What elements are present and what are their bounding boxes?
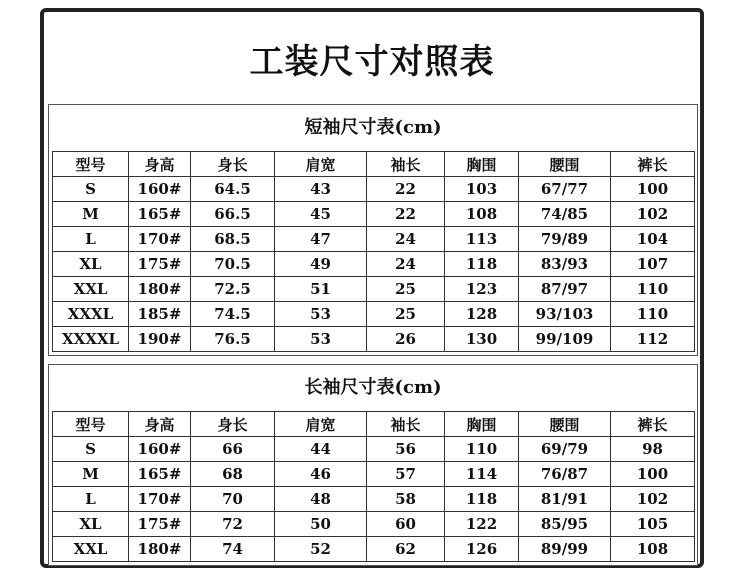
table-cell: 53: [275, 327, 367, 352]
long-sleeve-header: [53, 412, 695, 437]
table-cell: 87/97: [519, 277, 611, 302]
table-cell: 44: [275, 437, 367, 462]
table-cell: XXL: [53, 537, 129, 562]
table-cell: 52: [275, 537, 367, 562]
table-cell: M: [53, 462, 129, 487]
table-cell: 118: [445, 252, 519, 277]
header-cell: 身长: [191, 412, 275, 437]
table-cell: 46: [275, 462, 367, 487]
table-cell: 43: [275, 177, 367, 202]
table-cell: 123: [445, 277, 519, 302]
table-cell: S: [53, 437, 129, 462]
table-cell: 112: [611, 327, 695, 352]
table-header-row: [53, 412, 695, 437]
table-cell: XXXL: [53, 302, 129, 327]
table-cell: 100: [611, 462, 695, 487]
table-cell: 128: [445, 302, 519, 327]
table-cell: XXXXL: [53, 327, 129, 352]
table-cell: L: [53, 227, 129, 252]
table-cell: 190#: [129, 327, 191, 352]
table-cell: 107: [611, 252, 695, 277]
table-cell: XL: [53, 512, 129, 537]
table-header-row: [53, 152, 695, 177]
table-cell: 49: [275, 252, 367, 277]
table-cell: 105: [611, 512, 695, 537]
table-cell: 81/91: [519, 487, 611, 512]
short-sleeve-title: 短袖尺寸表(cm): [304, 117, 442, 138]
short-sleeve-body: [53, 177, 695, 352]
table-cell: 62: [367, 537, 445, 562]
header-cell: 型号: [53, 152, 129, 177]
table-cell: 122: [445, 512, 519, 537]
table-cell: 98: [611, 437, 695, 462]
header-cell: 袖长: [367, 152, 445, 177]
header-cell: 裤长: [611, 152, 695, 177]
table-cell: 47: [275, 227, 367, 252]
table-row: [53, 202, 695, 227]
header-cell: 腰围: [519, 412, 611, 437]
table-cell: 160#: [129, 177, 191, 202]
table-cell: 83/93: [519, 252, 611, 277]
table-cell: 85/95: [519, 512, 611, 537]
table-row: [53, 252, 695, 277]
table-cell: 108: [611, 537, 695, 562]
table-cell: 113: [445, 227, 519, 252]
header-cell: 胸围: [445, 412, 519, 437]
table-row: [53, 327, 695, 352]
header-cell: 裤长: [611, 412, 695, 437]
table-cell: 93/103: [519, 302, 611, 327]
table-row: [53, 537, 695, 562]
table-cell: 66: [191, 437, 275, 462]
table-cell: 74.5: [191, 302, 275, 327]
table-cell: 57: [367, 462, 445, 487]
table-cell: 66.5: [191, 202, 275, 227]
table-cell: 165#: [129, 202, 191, 227]
table-cell: 22: [367, 202, 445, 227]
table-cell: 53: [275, 302, 367, 327]
table-cell: 175#: [129, 252, 191, 277]
table-cell: 74: [191, 537, 275, 562]
table-cell: 26: [367, 327, 445, 352]
table-cell: 103: [445, 177, 519, 202]
long-sleeve-body: [53, 437, 695, 562]
table-cell: 68.5: [191, 227, 275, 252]
table-cell: 60: [367, 512, 445, 537]
table-cell: 25: [367, 302, 445, 327]
table-cell: 100: [611, 177, 695, 202]
header-cell: 身高: [129, 152, 191, 177]
table-row: [53, 177, 695, 202]
table-cell: L: [53, 487, 129, 512]
table-cell: 51: [275, 277, 367, 302]
table-cell: 25: [367, 277, 445, 302]
table-cell: XXL: [53, 277, 129, 302]
table-cell: 104: [611, 227, 695, 252]
table-cell: 24: [367, 252, 445, 277]
table-cell: 160#: [129, 437, 191, 462]
table-cell: 79/89: [519, 227, 611, 252]
table-cell: 69/79: [519, 437, 611, 462]
table-cell: 118: [445, 487, 519, 512]
table-cell: 102: [611, 202, 695, 227]
table-row: [53, 462, 695, 487]
table-cell: 45: [275, 202, 367, 227]
table-cell: 102: [611, 487, 695, 512]
table-cell: 58: [367, 487, 445, 512]
table-cell: 76/87: [519, 462, 611, 487]
table-cell: 110: [611, 302, 695, 327]
table-row: [53, 227, 695, 252]
short-sleeve-section: [48, 104, 698, 356]
table-cell: 24: [367, 227, 445, 252]
table-cell: 180#: [129, 537, 191, 562]
short-sleeve-table: [52, 151, 695, 352]
long-sleeve-section: [48, 364, 698, 566]
table-row: [53, 302, 695, 327]
header-cell: 型号: [53, 412, 129, 437]
table-cell: 70: [191, 487, 275, 512]
long-sleeve-table: [52, 411, 695, 562]
table-cell: 72.5: [191, 277, 275, 302]
table-cell: 74/85: [519, 202, 611, 227]
table-cell: 50: [275, 512, 367, 537]
table-cell: 67/77: [519, 177, 611, 202]
table-cell: 114: [445, 462, 519, 487]
table-row: [53, 512, 695, 537]
table-cell: 68: [191, 462, 275, 487]
table-cell: 72: [191, 512, 275, 537]
table-cell: 170#: [129, 227, 191, 252]
table-cell: 89/99: [519, 537, 611, 562]
table-cell: 108: [445, 202, 519, 227]
table-cell: 99/109: [519, 327, 611, 352]
table-row: [53, 277, 695, 302]
table-cell: 165#: [129, 462, 191, 487]
table-cell: XL: [53, 252, 129, 277]
table-cell: M: [53, 202, 129, 227]
table-cell: 185#: [129, 302, 191, 327]
header-cell: 腰围: [519, 152, 611, 177]
table-row: [53, 487, 695, 512]
table-cell: S: [53, 177, 129, 202]
header-cell: 肩宽: [275, 412, 367, 437]
header-cell: 身长: [191, 152, 275, 177]
table-cell: 170#: [129, 487, 191, 512]
table-cell: 130: [445, 327, 519, 352]
header-cell: 袖长: [367, 412, 445, 437]
header-cell: 身高: [129, 412, 191, 437]
table-cell: 56: [367, 437, 445, 462]
header-cell: 肩宽: [275, 152, 367, 177]
table-cell: 48: [275, 487, 367, 512]
long-sleeve-title: 长袖尺寸表(cm): [304, 377, 442, 398]
table-row: [53, 437, 695, 462]
table-cell: 70.5: [191, 252, 275, 277]
table-cell: 110: [611, 277, 695, 302]
table-cell: 180#: [129, 277, 191, 302]
table-cell: 76.5: [191, 327, 275, 352]
table-cell: 110: [445, 437, 519, 462]
short-sleeve-header: [53, 152, 695, 177]
table-cell: 64.5: [191, 177, 275, 202]
page-title: 工装尺寸对照表: [249, 42, 495, 82]
table-cell: 126: [445, 537, 519, 562]
table-cell: 22: [367, 177, 445, 202]
table-cell: 175#: [129, 512, 191, 537]
header-cell: 胸围: [445, 152, 519, 177]
